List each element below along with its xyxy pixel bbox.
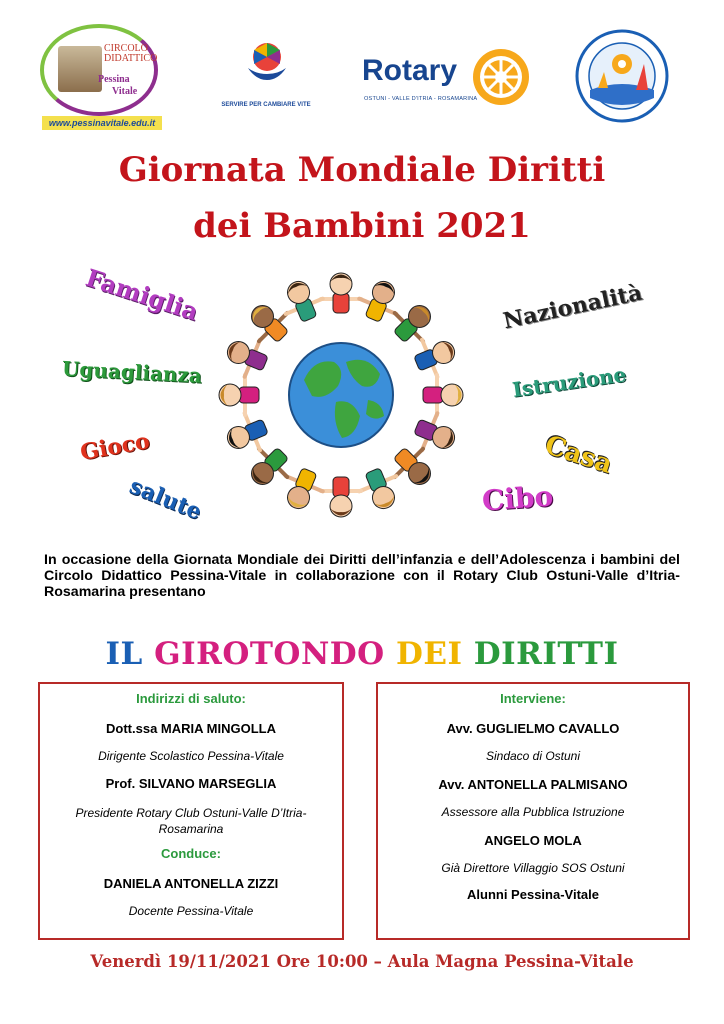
subtitle-word-diritti: DIRITTI	[473, 636, 619, 672]
event-date-location: Venerdì 19/11/2021 Ore 10:00 – Aula Magna Pessina-Vitale	[90, 952, 634, 971]
child-figure	[321, 477, 361, 517]
rotary-club-logo	[574, 28, 670, 124]
child-figure	[423, 375, 463, 415]
servire-logo	[216, 40, 316, 120]
word-gioco: Gioco	[78, 428, 152, 466]
speakers-box	[376, 682, 690, 940]
rotary-logo	[362, 46, 532, 126]
host-heading: Conduce:	[161, 846, 221, 861]
subtitle-word-girotondo: GIROTONDO	[154, 636, 385, 672]
page-title	[0, 142, 724, 254]
word-famiglia: Famiglia	[82, 262, 202, 327]
child-figure	[241, 439, 298, 496]
servire-tagline: SERVIRE PER CAMBIARE VITE	[221, 102, 311, 108]
speaker-role: Sindaco di Ostuni	[485, 749, 581, 763]
intro-paragraph: In occasione della Giornata Mondiale dei Diritti dell’infanzia e dell’Adolescenza i bambini del Circolo Didattico Pessina-Vitale in collaborazione con il Rotary Club Ostuni-Valle d’Itria- Rosamarina presentano	[44, 552, 680, 600]
speaker-role: Presidente Rotary Club Ostuni-Valle D’Itria-Rosamarina	[75, 806, 307, 836]
event-subtitle	[0, 636, 724, 672]
club-badge-icon	[574, 28, 670, 124]
speaker-name: Avv. GUGLIELMO CAVALLO	[446, 721, 620, 736]
subtitle-word-dei: DEI	[395, 636, 463, 672]
word-casa: Casa	[541, 430, 616, 480]
child-figure	[385, 295, 442, 352]
word-uguaglianza: Uguaglianza	[61, 356, 203, 388]
speaker-name: Avv. ANTONELLA PALMISANO	[438, 777, 628, 792]
child-figure	[219, 375, 259, 415]
subtitle-word-il: IL	[105, 636, 143, 672]
word-cibo: Cibo	[480, 479, 555, 518]
speaker-name: Prof. SILVANO MARSEGLIA	[105, 776, 277, 791]
title-line-1: Giornata Mondiale Diritti	[118, 150, 606, 190]
speaker-name: Dott.ssa MARIA MINGOLLA	[106, 721, 276, 736]
speaker-role: Assessore alla Pubblica Istruzione	[441, 805, 625, 819]
greetings-box	[38, 682, 344, 940]
rotary-subtitle: OSTUNI - VALLE D'ITRIA - ROSAMARINA	[364, 96, 478, 102]
speaker-name: ANGELO MOLA	[484, 833, 582, 848]
host-name: DANIELA ANTONELLA ZIZZI	[103, 876, 279, 891]
word-nazionalita: Nazionalità	[500, 279, 645, 335]
logo-text-pessina: Pessina	[98, 74, 130, 85]
speaker-role: Dirigente Scolastico Pessina-Vitale	[98, 749, 284, 763]
school-photo	[58, 46, 102, 92]
logos-row	[30, 22, 690, 134]
child-figure	[241, 295, 298, 352]
rotary-wheel-icon	[470, 46, 532, 108]
speaker-role: Già Direttore Villaggio SOS Ostuni	[441, 861, 625, 875]
host-role: Docente Pessina-Vitale	[128, 904, 254, 918]
child-figure	[321, 273, 361, 313]
word-salute: salute	[125, 472, 206, 526]
logo-text-circolo: CIRCOLO DIDATTICO	[104, 43, 158, 64]
students-name: Alunni Pessina-Vitale	[467, 887, 599, 902]
title-line-2: dei Bambini 2021	[193, 206, 531, 246]
rotary-wordmark: Rotary	[362, 54, 458, 87]
school-url: www.pessinavitale.edu.it	[42, 116, 162, 130]
circolo-didattico-logo	[34, 24, 164, 132]
hands-globe-icon	[244, 40, 290, 86]
word-istruzione: Istruzione	[510, 362, 628, 402]
greetings-heading: Indirizzi di saluto:	[136, 691, 246, 706]
children-around-globe-illustration	[196, 250, 486, 540]
speakers-heading: Interviene:	[500, 691, 566, 706]
child-figure	[385, 439, 442, 496]
logo-text-vitale: Vitale	[112, 86, 138, 97]
